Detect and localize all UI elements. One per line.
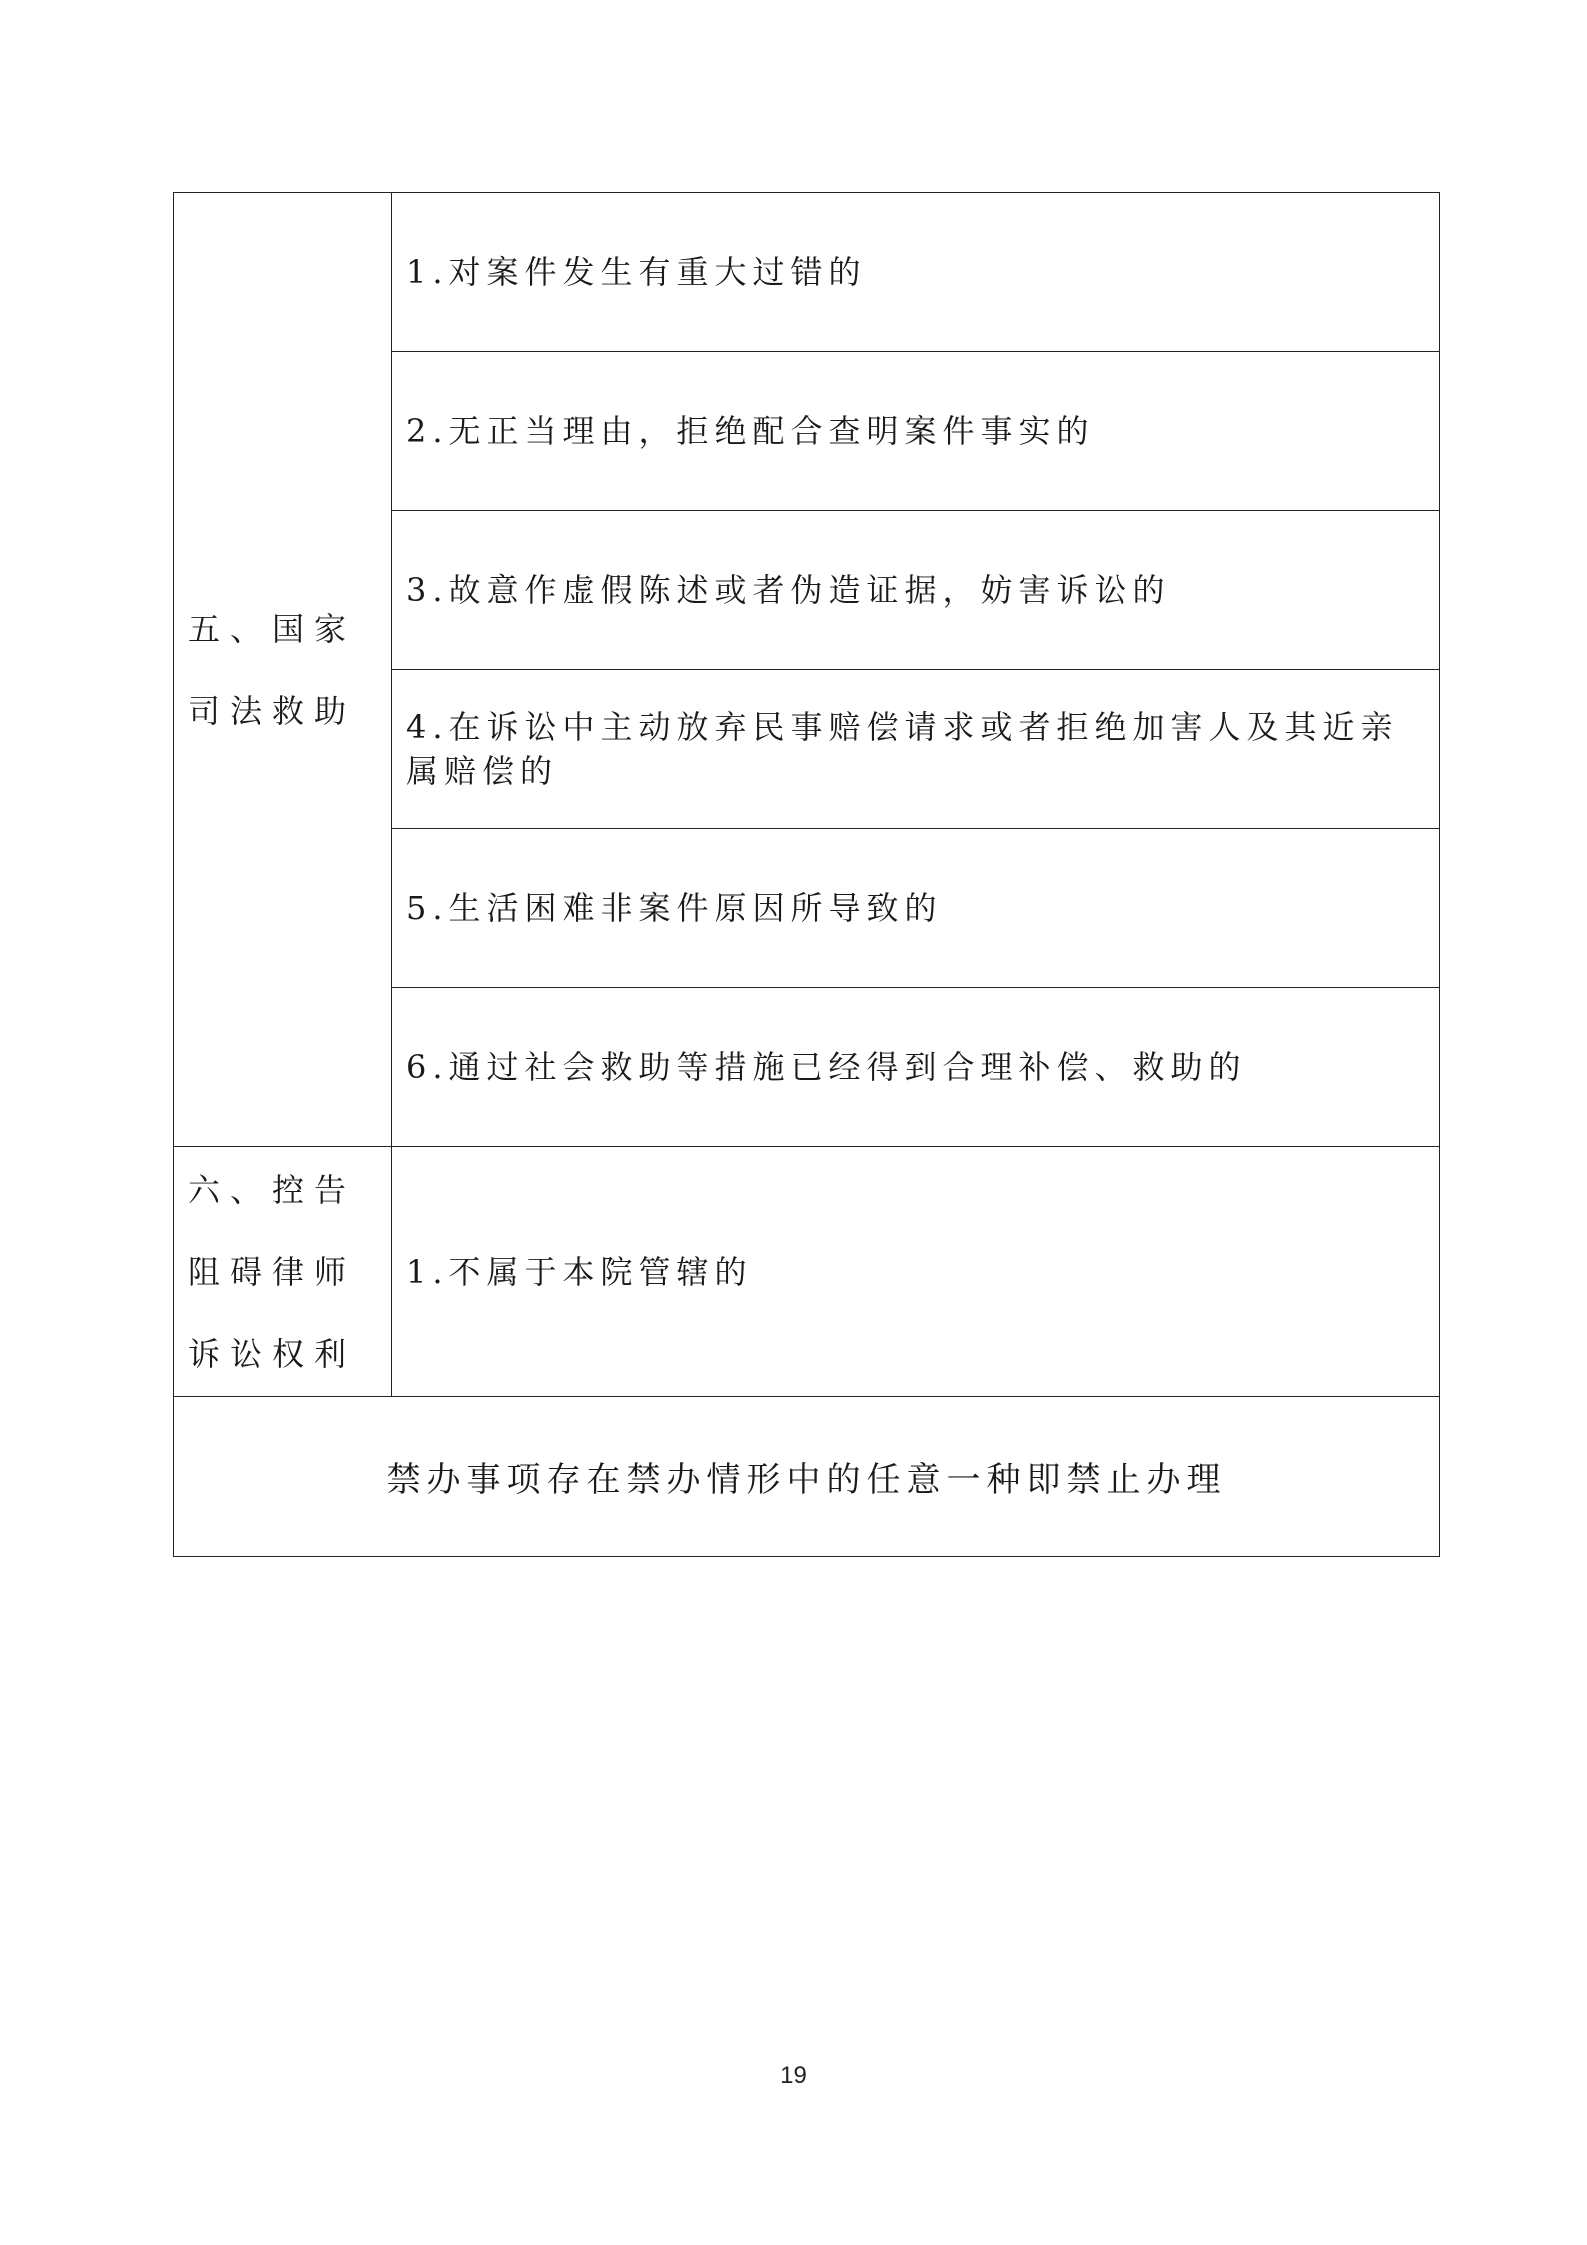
- condition-item: 1.对案件发生有重大过错的: [392, 193, 1440, 352]
- table-row: [174, 1397, 1440, 1557]
- condition-item: 6.通过社会救助等措施已经得到合理补偿、救助的: [392, 988, 1440, 1147]
- category-cell-judicial-aid: 五、国家司法救助: [174, 193, 392, 1147]
- table-row: [174, 1147, 1440, 1397]
- page-number: 19: [780, 2062, 807, 2089]
- footer-note: 禁办事项存在禁办情形中的任意一种即禁止办理: [174, 1397, 1440, 1557]
- condition-item: 1.不属于本院管辖的: [392, 1147, 1440, 1397]
- condition-item: 2.无正当理由，拒绝配合查明案件事实的: [392, 352, 1440, 511]
- condition-item: 4.在诉讼中主动放弃民事赔偿请求或者拒绝加害人及其近亲属赔偿的: [392, 670, 1440, 829]
- condition-item: 5.生活困难非案件原因所导致的: [392, 829, 1440, 988]
- condition-item: 3.故意作虚假陈述或者伪造证据，妨害诉讼的: [392, 511, 1440, 670]
- table-row: [174, 193, 1440, 352]
- prohibited-items-table: [173, 192, 1440, 1557]
- category-cell-lawyer-rights: 六、控告阻碍律师诉讼权利: [174, 1147, 392, 1397]
